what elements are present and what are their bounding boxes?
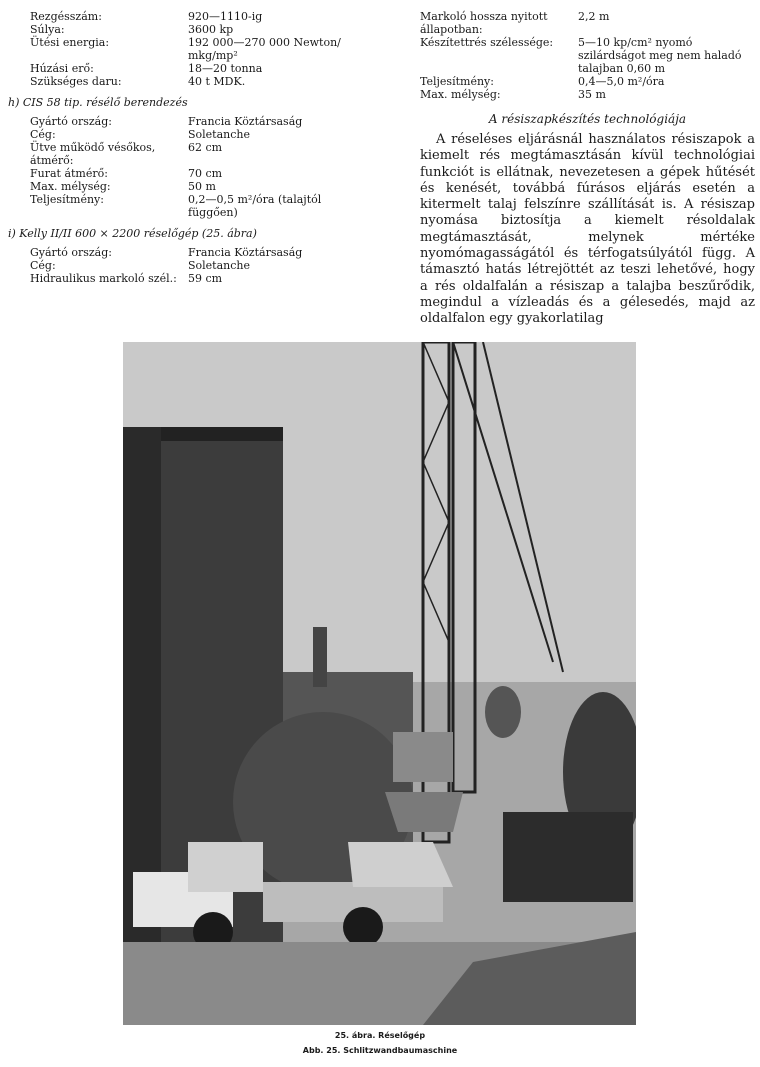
section-title: A résiszapkészítés technológiája <box>488 112 687 126</box>
spec-value: 0,2—0,5 m²/óra (talajtól függően) <box>188 193 322 219</box>
spec-row <box>30 141 370 167</box>
spec-value: 40 t MDK. <box>188 75 246 88</box>
spec-key: Teljesítmény: <box>420 75 494 88</box>
spec-row <box>30 246 370 259</box>
spec-value: 59 cm <box>188 272 223 285</box>
spec-value: Francia Köztársaság <box>188 246 303 259</box>
spec-key: Max. mélység: <box>420 88 501 101</box>
spec-value: Soletanche <box>188 128 251 141</box>
spec-key: Ütve működő vésőkos, átmérő: <box>30 141 156 167</box>
spec-value: Soletanche <box>188 259 251 272</box>
spec-value: 3600 kp <box>188 23 234 36</box>
caption-hungarian: 25. ábra. Réselőgép <box>334 1031 426 1040</box>
spec-key: Gyártó ország: <box>30 115 112 128</box>
crane-photo <box>123 342 636 1025</box>
spec-row <box>420 36 755 75</box>
left-column <box>8 10 370 285</box>
spec-list-right <box>420 10 755 101</box>
spec-key: Gyártó ország: <box>30 246 112 259</box>
spec-row <box>30 23 370 36</box>
spec-value: 5—10 kp/cm² nyomó szilárdságot meg nem haladó talajban 0,60 m <box>578 36 742 75</box>
spec-row <box>30 167 370 180</box>
spec-list-top <box>30 10 370 88</box>
spec-row <box>30 75 370 88</box>
spec-key: Húzási erő: <box>30 62 94 75</box>
spec-value: 50 m <box>188 180 216 193</box>
spec-value: 0,4—5,0 m²/óra <box>578 75 665 88</box>
caption-german: Abb. 25. Schlitzwandbaumaschine <box>302 1046 458 1055</box>
spec-row <box>30 115 370 128</box>
spec-row <box>30 259 370 272</box>
spec-key: Súlya: <box>30 23 65 36</box>
spec-list-i <box>30 246 370 285</box>
spec-row <box>30 180 370 193</box>
spec-value: 62 cm <box>188 141 223 154</box>
spec-value: 18—20 tonna <box>188 62 263 75</box>
spec-row <box>30 193 370 219</box>
spec-key: Teljesítmény: <box>30 193 104 206</box>
section-i-title: i) Kelly II/II 600 × 2200 réselőgép (25. ábra) <box>8 227 257 240</box>
spec-key: Szükséges daru: <box>30 75 122 88</box>
spec-row <box>30 128 370 141</box>
spec-row <box>30 62 370 75</box>
spec-row <box>30 10 370 23</box>
spec-row <box>420 10 755 36</box>
spec-value: 2,2 m <box>578 10 610 23</box>
spec-key: Cég: <box>30 128 56 141</box>
spec-key: Rezgésszám: <box>30 10 102 23</box>
spec-row <box>30 36 370 62</box>
spec-key: Cég: <box>30 259 56 272</box>
spec-key: Hidraulikus markoló szél.: <box>30 272 177 285</box>
spec-list-h <box>30 115 370 219</box>
spec-row <box>420 75 755 88</box>
spec-value: 920—1110-ig <box>188 10 263 23</box>
spec-key: Max. mélység: <box>30 180 111 193</box>
body-paragraph: A réseléses eljárásnál használatos résiszapok a kiemelt rés megtámasztásán kívül technológiai funkciót is ellátnak, nevezetesen a gépek hűtését és kenését, továbbá fúrásos eljárás esetén a kitermelt talaj felszínre szállítását is. A résiszap nyomása biztosítja a kiemelt résoldalak megtámasztását, melynek mértéke nyomómagasságától és térfogatsúlyától függ. A támasztó hatás létrejöttét az teszi lehetővé, hogy a rés oldalfalán a résiszap a talajba beszűrődik, megindul a vízleadás és a gélesedés, majd az oldalfalon egy gyakorlatilag <box>420 132 755 327</box>
spec-value: 192 000—270 000 Newton/ mkg/mp² <box>188 36 341 62</box>
section-h-title: h) CIS 58 tip. résélő berendezés <box>8 96 188 109</box>
spec-row <box>420 88 755 101</box>
spec-key: Ütési energia: <box>30 36 110 49</box>
spec-key: Készítettrés szélessége: <box>420 36 554 49</box>
spec-key: Furat átmérő: <box>30 167 108 180</box>
spec-value: 35 m <box>578 88 606 101</box>
spec-row <box>30 272 370 285</box>
spec-value: Francia Köztársaság <box>188 115 303 128</box>
spec-key: Markoló hossza nyitott állapotban: <box>420 10 548 36</box>
spec-value: 70 cm <box>188 167 223 180</box>
right-column <box>420 10 755 328</box>
